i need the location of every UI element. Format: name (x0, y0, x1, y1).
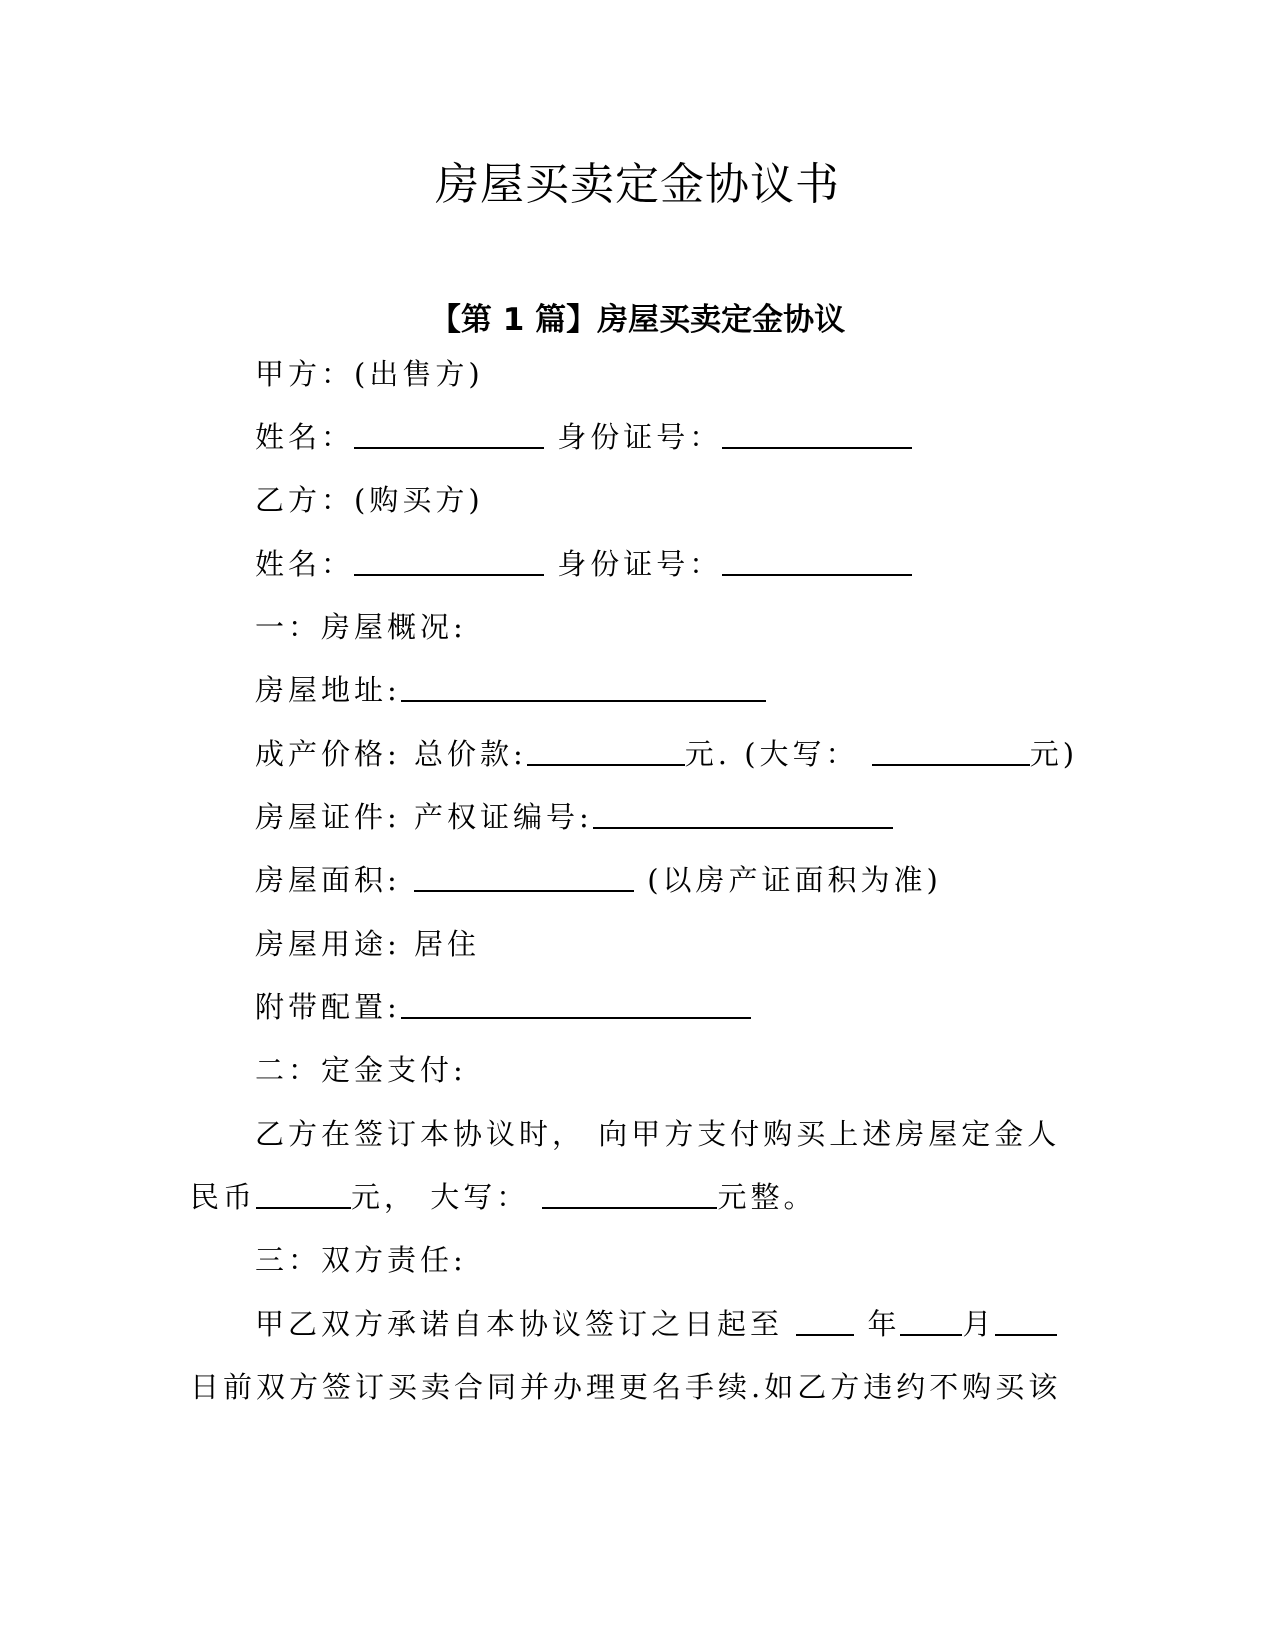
price-uppercase-field[interactable] (872, 734, 1030, 766)
section3-para-text: 甲乙双方承诺自本协议签订之日起至 (255, 1307, 784, 1341)
party-a-id-field[interactable] (722, 417, 912, 449)
party-a-name-label: 姓名： (255, 420, 355, 454)
section3-para-line2: 日前双方签订买卖合同并办理更名手续.如乙方违约不购买该 (190, 1370, 1062, 1404)
party-b-id-field[interactable] (722, 544, 912, 576)
area-row (255, 858, 942, 902)
area-field[interactable] (414, 860, 634, 892)
day-field[interactable] (995, 1304, 1057, 1336)
party-b-id-label: 身份证号： (557, 547, 723, 581)
deposit-currency-label: 民币 (190, 1180, 257, 1214)
address-label: 房屋地址: (255, 673, 401, 707)
price-unit: 元. (大写： (684, 737, 859, 771)
price-end: 元) (1029, 737, 1079, 771)
address-field[interactable] (401, 670, 766, 702)
deposit-uppercase-field[interactable] (542, 1177, 717, 1209)
deposit-uppercase-label: 元， 大写： (351, 1180, 530, 1214)
area-label: 房屋面积: (255, 863, 401, 897)
cert-label: 房屋证件: 产权证编号: (255, 800, 593, 834)
section2-para-line2 (190, 1175, 816, 1219)
price-field[interactable] (527, 734, 685, 766)
party-a-label: 甲方：(出售方) (255, 357, 484, 391)
price-row (255, 732, 1078, 776)
party-b-name-label: 姓名： (255, 547, 355, 581)
area-note: (以房产证面积为准) (647, 863, 942, 897)
section2-heading: 二：定金支付: (255, 1053, 467, 1087)
price-label: 成产价格: 总价款: (255, 737, 527, 771)
section2-para-line1: 乙方在签订本协议时， 向甲方支付购买上述房屋定金人 (255, 1117, 1061, 1151)
month-label: 月 (962, 1307, 996, 1341)
year-label: 年 (867, 1307, 901, 1341)
config-field[interactable] (401, 987, 751, 1019)
party-b-label: 乙方：(购买方) (255, 483, 484, 517)
section3-heading: 三：双方责任: (255, 1243, 467, 1277)
section3-para-line1 (255, 1302, 1057, 1346)
deposit-end: 元整。 (717, 1180, 817, 1214)
year-field[interactable] (796, 1304, 854, 1336)
party-b-name-field[interactable] (354, 544, 544, 576)
config-row (255, 985, 751, 1029)
cert-row (255, 795, 893, 839)
cert-field[interactable] (593, 797, 893, 829)
address-row (255, 668, 766, 712)
party-a-name-field[interactable] (354, 417, 544, 449)
usage-row: 房屋用途: 居住 (255, 927, 480, 961)
section1-heading: 一：房屋概况: (255, 610, 467, 644)
document-title: 房屋买卖定金协议书 (435, 159, 840, 210)
month-field[interactable] (900, 1304, 962, 1336)
party-a-row (255, 415, 912, 459)
party-b-row (255, 542, 912, 586)
deposit-amount-field[interactable] (256, 1177, 351, 1209)
party-a-id-label: 身份证号： (557, 420, 723, 454)
section-subtitle: 【第 1 篇】房屋买卖定金协议 (429, 302, 846, 338)
config-label: 附带配置: (255, 990, 401, 1024)
